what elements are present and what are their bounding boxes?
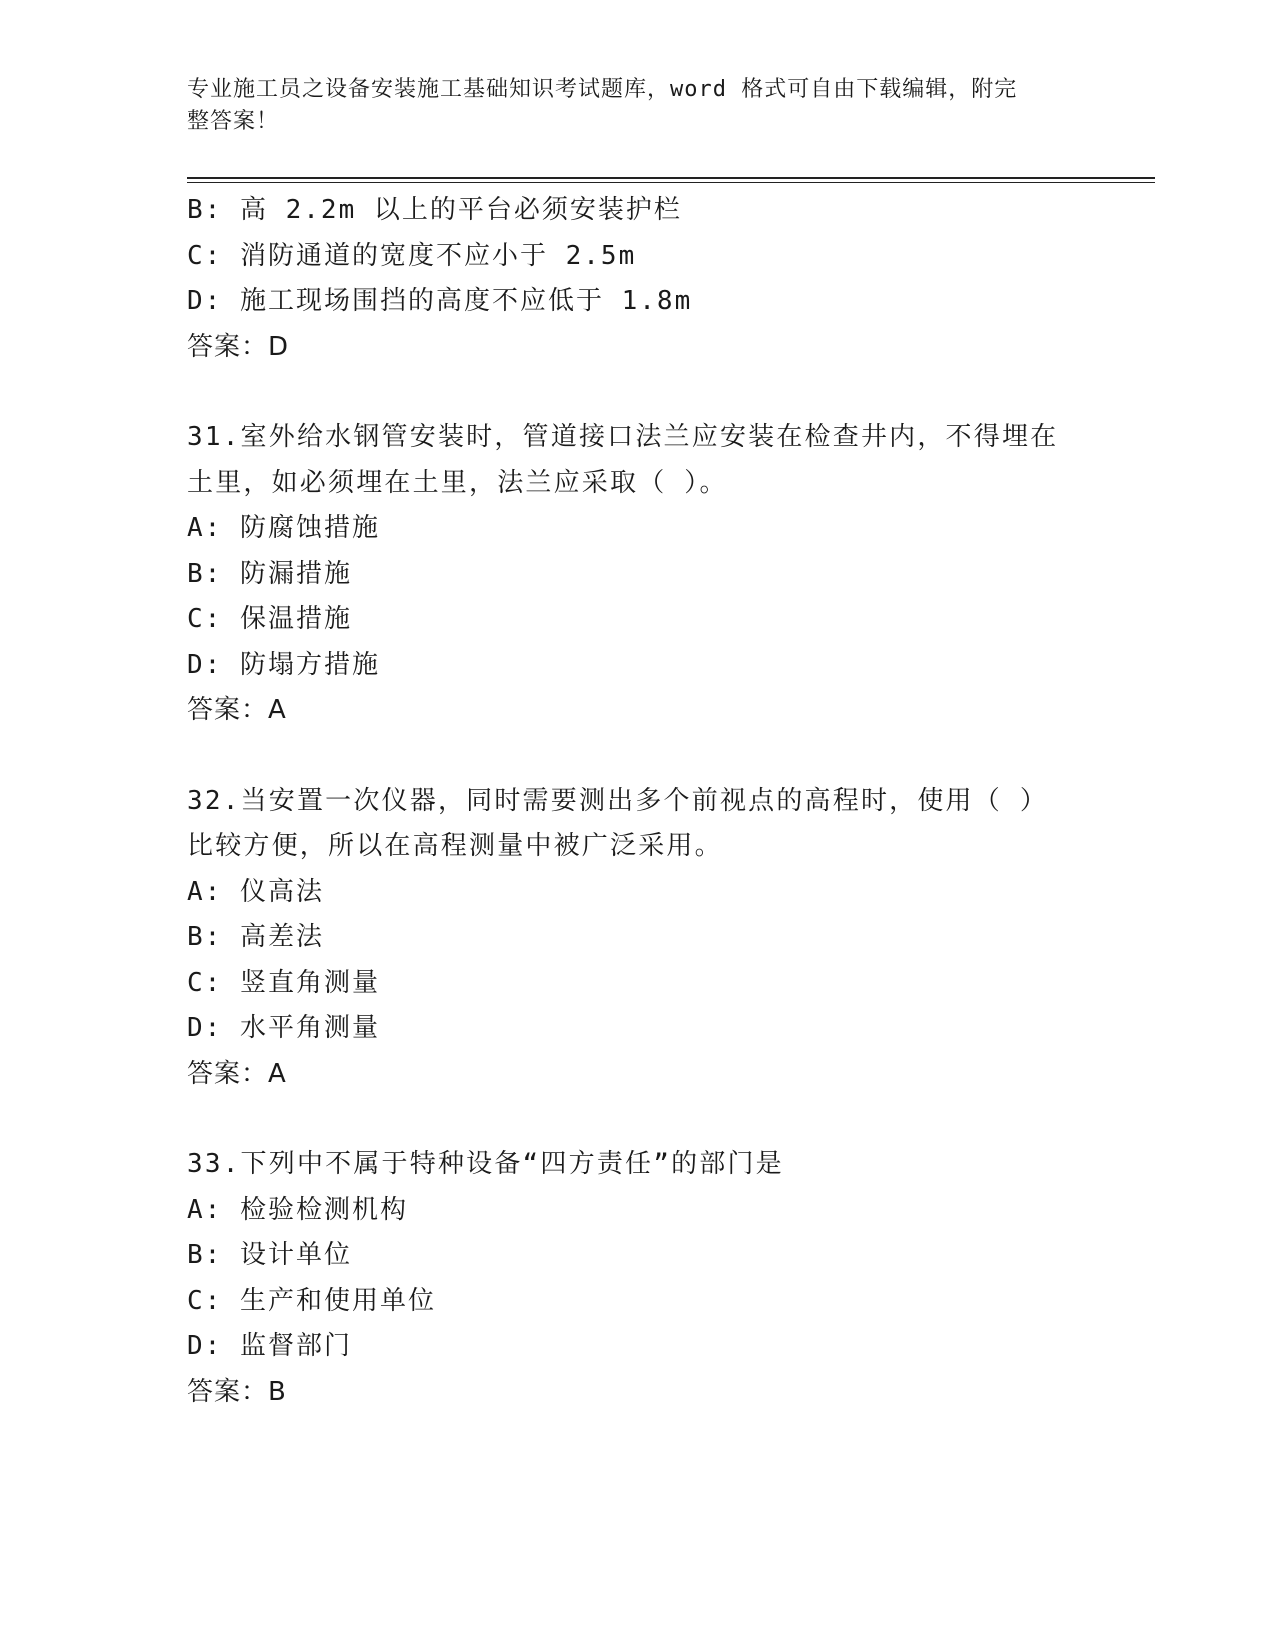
- question-33: [187, 1142, 1087, 1415]
- question-stem: [187, 779, 1067, 870]
- answer-label: 答案：A: [187, 695, 287, 725]
- option-b: B: 防漏措施: [187, 558, 352, 589]
- question-stem-line: 比较方便，所以在高程测量中被广泛采用。: [187, 831, 723, 861]
- header-line: 整答案！: [187, 109, 280, 134]
- answer-label: 答案：B: [187, 1376, 287, 1407]
- question-stem-line: 32.当安置一次仪器，同时需要测出多个前视点的高程时，使用（ ）: [187, 785, 1049, 816]
- option-a: A: 防腐蚀措施: [187, 513, 380, 543]
- option-d: D: 防塌方措施: [187, 649, 380, 680]
- question-stem: [187, 1142, 1067, 1188]
- previous-question-tail: [187, 188, 1087, 370]
- option-c: C: 保温措施: [187, 604, 352, 634]
- question-stem-line: 33.下列中不属于特种设备“四方责任”的部门是: [187, 1149, 784, 1179]
- option-a: A: 检验检测机构: [187, 1194, 408, 1225]
- option-a: A: 仪高法: [187, 876, 324, 907]
- answer-label: 答案：D: [187, 331, 290, 362]
- header-divider: [187, 177, 1155, 179]
- header-line: 专业施工员之设备安装施工基础知识考试题库，word 格式可自由下载编辑，附完: [187, 77, 1018, 102]
- option-b: B: 设计单位: [187, 1240, 352, 1270]
- question-stem: [187, 415, 1067, 506]
- option-c: C: 竖直角测量: [187, 967, 380, 998]
- option-b: B: 高差法: [187, 922, 324, 952]
- question-32: [187, 779, 1087, 1098]
- answer-label: 答案：A: [187, 1058, 287, 1089]
- question-gap: [187, 1097, 1087, 1142]
- question-31: [187, 415, 1087, 734]
- question-gap: [187, 734, 1087, 779]
- option-c: C: 生产和使用单位: [187, 1285, 436, 1316]
- option-d: D: 监督部门: [187, 1331, 352, 1361]
- option-b: B: 高 2.2m 以上的平台必须安装护栏: [187, 195, 682, 225]
- option-d: D: 施工现场围挡的高度不应低于 1.8m: [187, 286, 693, 316]
- question-stem-line: 31.室外给水钢管安装时，管道接口法兰应安装在检查井内，不得埋在: [187, 422, 1059, 452]
- header-divider-thin: [187, 182, 1155, 183]
- option-d: D: 水平角测量: [187, 1013, 380, 1043]
- question-list: [187, 188, 1087, 1415]
- question-gap: [187, 370, 1087, 415]
- option-c: C: 消防通道的宽度不应小于 2.5m: [187, 240, 637, 271]
- question-stem-line: 土里，如必须埋在土里，法兰应采取（ ）。: [187, 467, 728, 498]
- document-header: [187, 74, 1067, 138]
